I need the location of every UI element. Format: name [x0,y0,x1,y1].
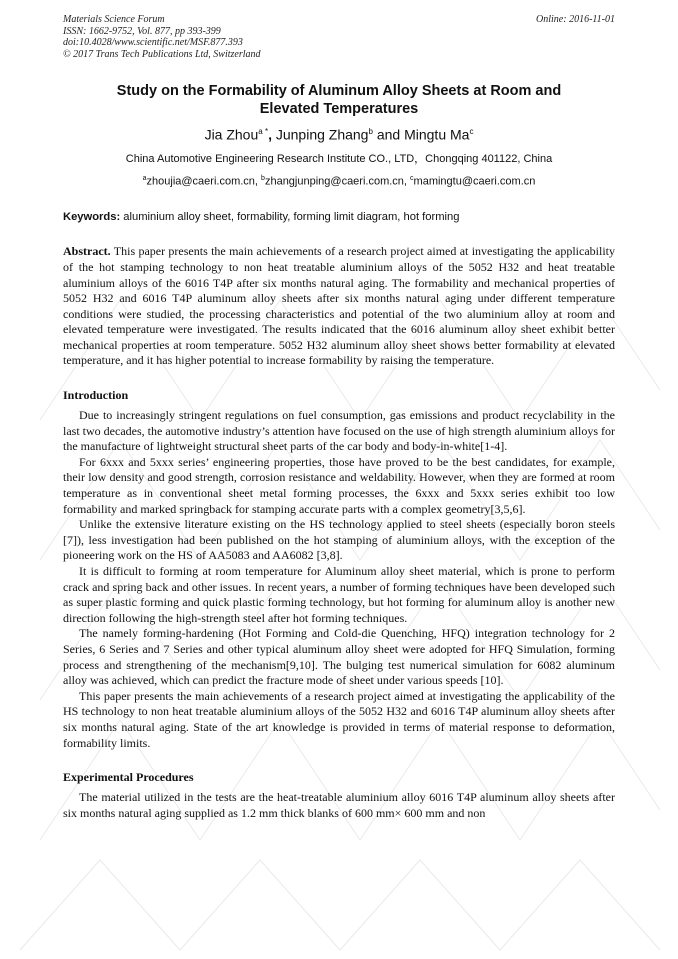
author-sup: b [368,127,373,136]
online-date: Online: 2016-11-01 [536,14,615,25]
author-list [63,123,615,144]
paragraph: The material utilized in the tests are the heat-treatable aluminium alloy 6016 T4P aluminum alloy sheets after six months natural aging supplied as 1.2 mm thick blanks of 600 mm× 600 mm and non [63,790,615,820]
email-list [63,172,615,189]
author-name: Jia Zhou [204,126,259,143]
keywords-text: aluminium alloy sheet, formability, forming limit diagram, hot forming [120,211,460,224]
email-address[interactable]: zhoujia@caeri.com.cn [146,175,255,188]
paragraph: It is difficult to forming at room temperature for Aluminum alloy sheet material, which is prone to perform crack and spring back and other issues. In recent years, a number of forming techniques have been developed such as super plastic forming and quick plastic forming technology, but hot forming for aluminum alloy is another new direction following the high-strength steel after hot forming techniques. [63,564,615,625]
paragraph: Unlike the extensive literature existing on the HS technology applied to steel sheets (especially boron steels [7]), less investigation had been published on the hot stamping of aluminium alloys, with the exception of the pioneering work on the HS of AA5083 and AA6082 [3,8]. [63,517,615,563]
section-heading-introduction: Introduction [63,388,129,403]
journal-issn: ISSN: 1662-9752, Vol. 877, pp 393-399 [63,25,221,37]
paper-title [63,82,615,118]
email-separator: , [254,175,262,188]
author-separator: and [372,126,405,143]
journal-doi: doi:10.4028/www.scientific.net/MSF.877.393 [63,37,243,48]
title-line-2: Elevated Temperatures [259,101,419,117]
title-line-1: Study on the Formability of Aluminum Alloy Sheets at Room and [116,83,562,99]
affiliation: China Automotive Engineering Research Institute CO., LTD，Chongqing 401122, China [125,152,553,165]
paragraph: For 6xxx and 5xxx series’ engineering properties, those have proved to be the best candidates, for example, their low density and good strength, corrosion resistance and weldability. However, when they are formed at room temperature as in conventional sheet metal forming processes, the 6xxx and 5xxx series exhibit too low formability and marked springback for stamping accurate parts with a complex geometry[3,5,6]. [63,454,615,516]
email-separator: , [403,175,411,188]
author-name: Junping Zhang [275,126,369,143]
abstract-text: This paper presents the main achievements of a research project aimed at investigating the applicability of the hot stamping technology to non heat treatable aluminium alloys of the 5052 H32 and heat treatable aluminium alloys of the 6016 T4P after six months natural aging. The formability and mechanical properties of 5052 H32 and 6016 T4P aluminum alloy sheets after six months natural aging under different temperature conditions were studied, the processing characteristics and potential of the two aluminium alloy at room and elevated temperature were investigated. The results indicated that the 6016 aluminum alloy sheet exhibit better mechanical properties at room temperature. 5052 H32 aluminum alloy sheet shows better formability at elevated temperature, and it has higher potential to increase formability by raising the temperature. [63,244,615,368]
email-sup: a [142,174,147,182]
author-name: Mingtu Ma [404,126,470,143]
section-heading-experimental: Experimental Procedures [63,770,194,785]
email-address[interactable]: zhangjunping@caeri.com.cn [264,175,404,188]
journal-copyright: © 2017 Trans Tech Publications Ltd, Switzerland [63,48,261,60]
keywords [63,210,615,224]
paragraph: Due to increasingly stringent regulations on fuel consumption, gas emissions and product recyclability in the last two decades, the automotive industry’s attention have focused on the use of high strength aluminium alloys for the manufacture of lightweight structural sheet parts of the car body and body-in-white[1-4]. [63,408,615,454]
author-sup: a * [258,127,269,136]
email-sup: b [261,174,265,182]
journal-name: Materials Science Forum [63,14,165,25]
author-sup: c [469,127,474,136]
paragraph: The namely forming-hardening (Hot Forming and Cold-die Quenching, HFQ) integration technology for 2 Series, 6 Series and 7 Series and other typical aluminum alloy sheet were adopted for HFQ Simulation, forming process and strengthening of the mechanism[9,10]. The bulging test numerical simulation for 6082 aluminum alloy was achieved, which can predict the fracture mode of sheet under various speeds [10]. [63,626,615,688]
keywords-label: Keywords: [63,211,121,224]
author-separator: , [268,126,276,143]
email-address[interactable]: mamingtu@caeri.com.cn [413,175,536,188]
abstract-label: Abstract. [63,244,111,259]
journal-header [63,14,615,66]
paragraph: This paper presents the main achievements of a research project aimed at investigating the applicability of the HS technology to non heat treatable aluminium alloys of the 5052 H32 and 6016 T4P aluminum alloy sheets after six months natural aging. State of the art knowledge is provided in terms of material response to deformation, formability limits. [63,688,615,750]
abstract [63,244,615,369]
email-sup: c [410,174,414,182]
